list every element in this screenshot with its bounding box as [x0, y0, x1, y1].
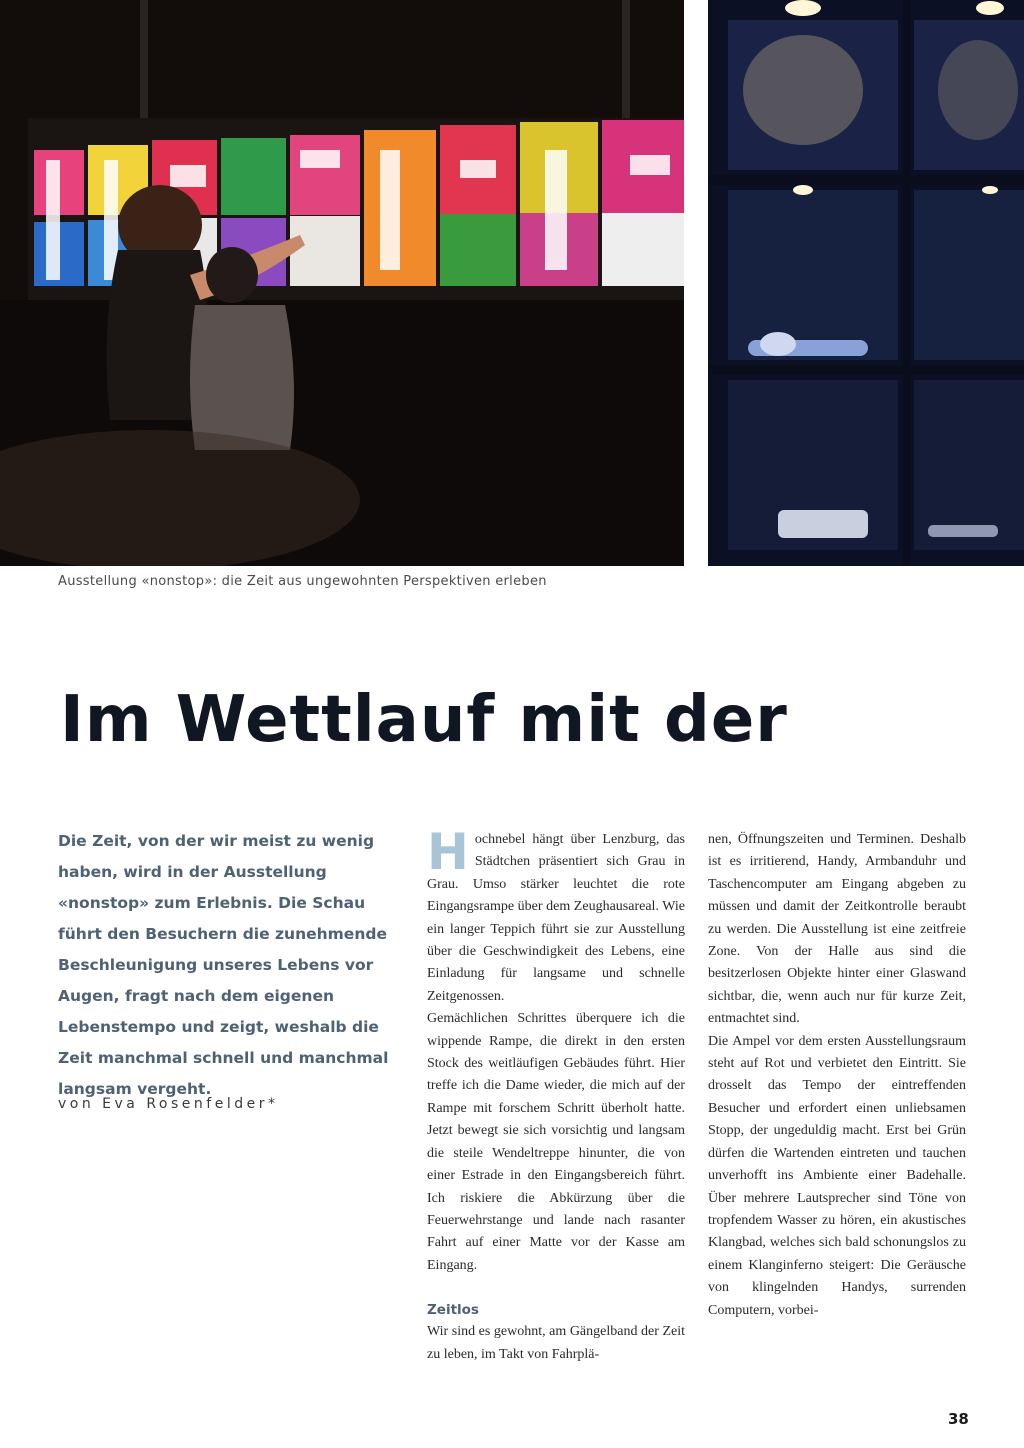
paragraph-2: Gemächlichen Schrittes überquere ich die wippende Rampe, die direkt in den ersten Stock des weitläufigen Gebäudes führt. Hier treffe ich die Dame wieder, die mich auf der Rampe mit forschem Schritt überholt hatte. Jetzt bewegt sie sich vorsichtig und langsam die steile Wendeltreppe hinunter, die von einer Estrade in den Eingangsbereich führt. Ich riskiere die Abkürzung über die Feuerwehrstange und lande nach rasanter Fahrt auf einer Matte vor der Kasse am Eingang.	[427, 1011, 685, 1273]
photo-caption: Ausstellung «nonstop»: die Zeit aus ungewohnten Perspektiven erleben	[58, 574, 547, 589]
section-subhead: Zeitlos	[427, 1302, 479, 1319]
drop-cap: H	[427, 823, 469, 881]
paragraph-4: Die Ampel vor dem ersten Ausstellungsraum steht auf Rot und verbietet den Eintritt. Sie drosselt das Tempo der eintreffenden Besucher und erfordert einen unliebsamen Stopp, der ungeduldig macht. Erst bei Grün dürfen die Wartenden eintreten und tauchen unverhofft ins Ambiente einer Badehalle. Über mehrere Lautsprecher sind Töne von tropfendem Wasser zu hören, ein akustisches Klangbad, welches sich bald schonungslos zu einem Klanginferno steigert: Die Geräusche von klingelnden Handys, surrenden Computern, vorbei-	[708, 1033, 966, 1318]
article-byline: von Eva Rosenfelder*	[58, 1096, 279, 1112]
paragraph-3-end: nen, Öffnungszeiten und Terminen. Deshalb ist es irritierend, Handy, Armbanduhr und Taschencomputer am Eingang abgeben zu müssen und damit der Zeitkontrolle beraubt zu werden. Die Ausstellung ist eine zeitfreie Zone. Von der Halle aus sind die besitzerlosen Objekte hinter einer Glaswand sichtbar, die, wenn auch nur für kurze Zeit, entmachtet sind.	[708, 832, 966, 1027]
letters-wall-illustration	[0, 0, 684, 566]
article-lead: Die Zeit, von der wir meist zu wenig haben, wird in der Ausstellung «nonstop» zum Erlebnis. Die Schau führt den Besuchern die zunehmende Beschleunigung unseres Lebens vor Augen, fragt nach dem eigenen Lebenstempo und zeigt, weshalb die Zeit manchmal schnell und manchmal langsam vergeht.	[58, 832, 389, 1098]
paragraph-1-text: ochnebel hängt über Lenzburg, das Städtchen präsentiert sich Grau in Grau. Umso stärker leuchtet die rote Eingangsrampe über dem Zeughausareal. Wie ein langer Teppich führt sie zur Ausstellung über die Geschwindigkeit des Lebens, eine Einladung für langsame und schnelle Zeitgenossen.	[427, 832, 685, 1004]
paragraph-1	[427, 823, 685, 1008]
article-column-2	[708, 829, 966, 1322]
exhibition-photo-cabinet	[708, 0, 1024, 566]
article-column-1	[427, 823, 685, 1366]
page-number: 38	[948, 1410, 969, 1428]
display-cabinet-illustration	[708, 0, 1024, 566]
paragraph-3-start: Wir sind es gewohnt, am Gängelband der Zeit zu leben, im Takt von Fahrplä-	[427, 1324, 685, 1362]
article-headline: Im Wettlauf mit der	[60, 683, 788, 757]
exhibition-photo-letters	[0, 0, 684, 566]
